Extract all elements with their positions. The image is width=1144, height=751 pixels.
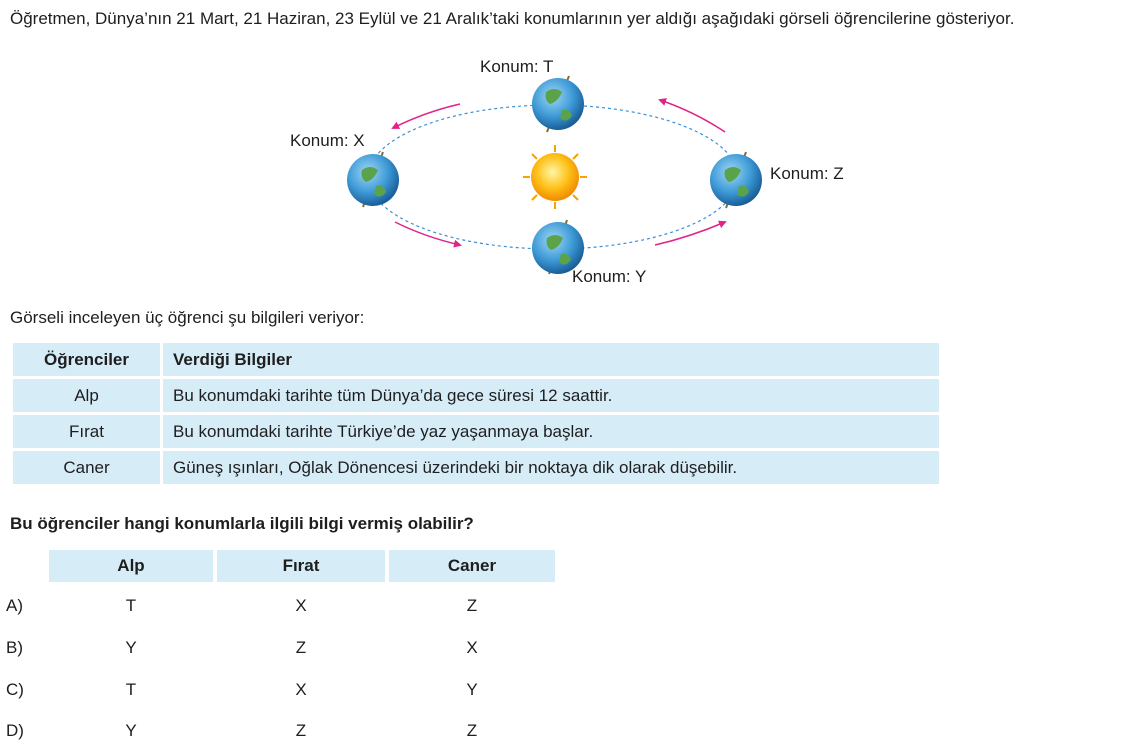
option-letter: C) — [6, 680, 24, 699]
table-row — [13, 451, 939, 484]
orbit-arrow-bottom-left — [395, 222, 460, 245]
question-text: Bu öğrenciler hangi konumlarla ilgili bilgi vermiş olabilir? — [10, 514, 474, 533]
info-line: Görseli inceleyen üç öğrenci şu bilgileri veriyor: — [10, 308, 365, 327]
earth-t-icon — [532, 76, 584, 132]
option-firat-value: Z — [295, 638, 307, 657]
answer-option-d[interactable] — [0, 719, 600, 743]
option-letter: B) — [6, 638, 23, 657]
sun-icon — [523, 145, 587, 209]
intro-text: Öğretmen, Dünya’nın 21 Mart, 21 Haziran, 23 Eylül ve 21 Aralık’taki konumlarının yer aldığı aşağıdaki görseli öğrencilerine gösteriyor. — [10, 9, 1015, 28]
student-name: Caner — [13, 451, 160, 484]
option-firat-value: X — [295, 680, 307, 699]
option-caner-value: Y — [466, 680, 478, 699]
answer-option-b[interactable] — [0, 636, 600, 660]
option-firat-value: Z — [295, 721, 307, 740]
label-konum-t: Konum: T — [480, 57, 554, 76]
orbit-diagram — [270, 52, 890, 292]
table-row — [13, 379, 939, 412]
answer-header-alp: Alp — [49, 550, 213, 582]
orbit-arrow-bottom-right — [655, 222, 725, 245]
option-firat-value: X — [295, 596, 307, 615]
answer-header-caner: Caner — [389, 550, 555, 582]
orbit-arrow-top-right — [660, 100, 725, 132]
answer-option-a[interactable] — [0, 594, 600, 618]
student-info: Bu konumdaki tarihte Türkiye’de yaz yaşanmaya başlar. — [163, 415, 939, 448]
label-konum-z: Konum: Z — [770, 164, 844, 183]
earth-x-icon — [347, 152, 399, 207]
table-row — [13, 415, 939, 448]
option-alp-value: Y — [125, 638, 137, 657]
student-name: Fırat — [13, 415, 160, 448]
earth-y-icon — [532, 220, 584, 274]
option-caner-value: Z — [466, 596, 478, 615]
student-name: Alp — [13, 379, 160, 412]
option-caner-value: Z — [466, 721, 478, 740]
earth-z-icon — [710, 152, 762, 208]
answer-table-header — [49, 550, 555, 582]
students-table — [10, 340, 942, 487]
option-caner-value: X — [466, 638, 478, 657]
option-letter: A) — [6, 596, 23, 615]
student-info: Bu konumdaki tarihte tüm Dünya’da gece süresi 12 saattir. — [163, 379, 939, 412]
student-info: Güneş ışınları, Oğlak Dönencesi üzerindeki bir noktaya dik olarak düşebilir. — [163, 451, 939, 484]
option-alp-value: T — [125, 596, 137, 615]
answer-header-firat: Fırat — [217, 550, 385, 582]
answer-option-c[interactable] — [0, 678, 600, 702]
option-alp-value: T — [125, 680, 137, 699]
option-letter: D) — [6, 721, 24, 740]
label-konum-y: Konum: Y — [572, 267, 647, 286]
table-header-row — [13, 343, 939, 376]
option-alp-value: Y — [125, 721, 137, 740]
header-info: Verdiği Bilgiler — [163, 343, 939, 376]
header-students: Öğrenciler — [13, 343, 160, 376]
label-konum-x: Konum: X — [290, 131, 365, 150]
